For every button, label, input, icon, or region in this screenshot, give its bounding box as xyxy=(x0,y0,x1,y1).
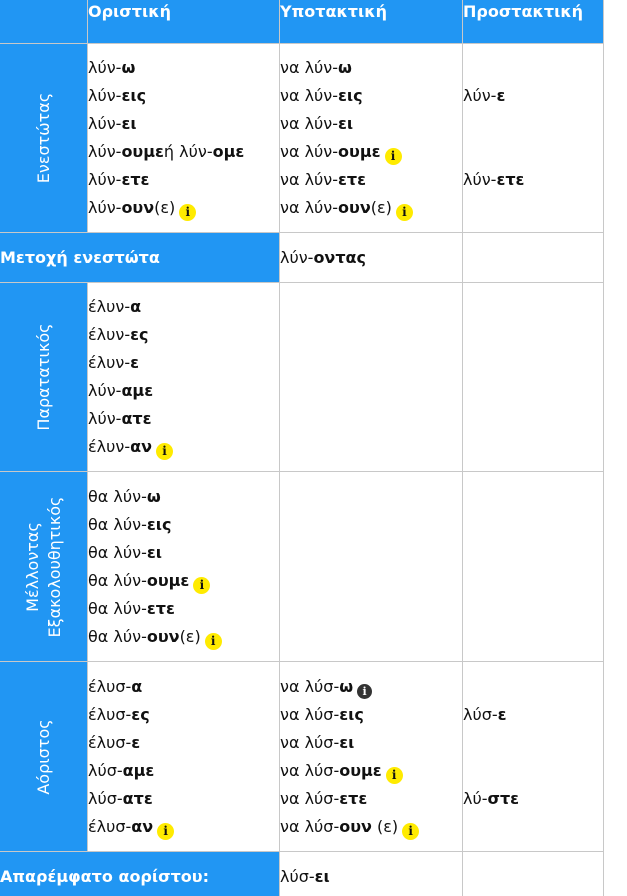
aorist-subjunctive-cell xyxy=(280,662,463,852)
form-line xyxy=(280,701,462,729)
form-line xyxy=(88,701,279,729)
form-line xyxy=(88,54,279,82)
future-indicative-cell xyxy=(88,472,280,662)
form-line xyxy=(88,511,279,539)
form-ending: αμε xyxy=(121,381,154,400)
form-stem: να λύν- xyxy=(280,86,339,105)
participle-cell: λύν-οντας xyxy=(280,233,463,283)
form-line xyxy=(88,623,279,651)
imperative-form: λύν-ε xyxy=(463,86,506,105)
form-line xyxy=(88,673,279,701)
info-icon[interactable]: i xyxy=(402,823,419,840)
aorist-indicative-cell xyxy=(88,662,280,852)
row-label-present: Ενεστώτας xyxy=(0,44,88,233)
form-ending: ε xyxy=(131,732,141,752)
info-icon[interactable]: i xyxy=(157,823,174,840)
form-stem: να λύν- xyxy=(280,58,339,77)
form-stem: έλυσ- xyxy=(88,732,132,752)
form-ending: αν xyxy=(130,437,152,456)
form-stem: θα λύν- xyxy=(88,570,147,590)
form-line xyxy=(88,293,279,321)
form-ending: εις xyxy=(121,86,147,105)
form-stem: θα λύν- xyxy=(88,486,147,506)
form-line xyxy=(88,138,279,166)
form-line xyxy=(88,483,279,511)
form-ending: ε xyxy=(130,353,139,372)
form-line xyxy=(88,539,279,567)
form-line xyxy=(280,138,462,166)
imperfect-indicative-cell xyxy=(88,283,280,472)
form-stem: να λύσ- xyxy=(280,760,340,780)
form-line xyxy=(280,673,462,701)
form-line xyxy=(280,82,462,110)
row-label-imperfect: Παρατατικός xyxy=(0,283,88,472)
form-ending: ατε xyxy=(121,409,152,428)
form-ending: εις xyxy=(146,514,172,534)
form-line xyxy=(280,813,462,841)
form-ending: ω xyxy=(339,676,354,696)
header-imperative: Προστακτική xyxy=(463,0,604,44)
form-stem: λύν- xyxy=(88,170,122,189)
header-subjunctive: Υποτακτική xyxy=(280,0,463,44)
form-line xyxy=(280,54,462,82)
form-line xyxy=(88,349,279,377)
form-stem: έλυν- xyxy=(88,325,131,344)
form-ending: ω xyxy=(146,486,161,506)
aorist-imperative-cell xyxy=(463,662,604,852)
form-stem: να λύν- xyxy=(280,114,339,133)
form-ending: ουν xyxy=(121,198,155,217)
form-line xyxy=(88,405,279,433)
form-ending: ουν xyxy=(338,198,371,217)
form-stem: να λύν- xyxy=(280,142,339,161)
form-stem: θα λύν- xyxy=(88,542,147,562)
participle-empty-cell xyxy=(463,233,604,283)
form-stem: λύν- xyxy=(88,58,122,77)
form-stem: να λύσ- xyxy=(280,704,340,724)
form-ending: αν xyxy=(131,816,154,836)
form-ending: ουν xyxy=(339,816,372,836)
form-line xyxy=(88,321,279,349)
info-icon[interactable]: i xyxy=(193,577,210,594)
form-stem: έλυσ- xyxy=(88,704,132,724)
form-stem: έλυσ- xyxy=(88,816,132,836)
form-stem: λύν- xyxy=(88,381,122,400)
form-stem: λύν- xyxy=(88,114,122,133)
form-ending: ω xyxy=(338,58,352,77)
form-stem: λύν- xyxy=(88,86,122,105)
form-ending: ετε xyxy=(146,598,175,618)
form-stem: θα λύν- xyxy=(88,598,147,618)
form-line xyxy=(88,194,279,222)
form-stem: έλυσ- xyxy=(88,676,132,696)
form-ending: ουμε xyxy=(121,142,164,161)
form-line xyxy=(88,813,279,841)
form-stem: να λύσ- xyxy=(280,676,340,696)
form-ending: ομε xyxy=(212,142,245,161)
form-line xyxy=(280,785,462,813)
form-suffix: (ε) xyxy=(370,198,392,217)
form-ending: εις xyxy=(339,704,364,724)
form-stem: να λύσ- xyxy=(280,816,340,836)
form-line xyxy=(88,433,279,461)
infinitive-empty-cell xyxy=(463,852,604,896)
info-icon[interactable]: i xyxy=(386,767,403,784)
form-line xyxy=(280,194,462,222)
infinitive-cell: λύσ-ει xyxy=(280,852,463,896)
form-ending: ετε xyxy=(121,170,150,189)
imperfect-imperative-empty xyxy=(463,283,604,472)
imperative-form: λύσ-ε xyxy=(463,704,507,724)
imperative-form: λύ-στε xyxy=(463,788,520,808)
form-ending: α xyxy=(131,676,143,696)
form-stem: λύσ- xyxy=(88,760,123,780)
row-label-participle: Μετοχή ενεστώτα xyxy=(0,233,280,283)
form-ending: αμε xyxy=(122,760,155,780)
form-stem: να λύν- xyxy=(280,198,339,217)
form-line xyxy=(88,82,279,110)
form-stem: λύσ- xyxy=(88,788,123,808)
form-line xyxy=(88,377,279,405)
form-line xyxy=(280,757,462,785)
form-ending: ω xyxy=(121,58,136,77)
form-ending: ει xyxy=(146,542,162,562)
form-ending: ετε xyxy=(338,170,367,189)
header-indicative: Οριστική xyxy=(88,0,280,44)
form-line xyxy=(88,757,279,785)
form-stem: έλυν- xyxy=(88,437,131,456)
form-stem: λύν- xyxy=(88,142,122,161)
form-ending: ει xyxy=(339,732,355,752)
form-line xyxy=(88,785,279,813)
form-stem: θα λύν- xyxy=(88,626,147,646)
form-stem: λύν- xyxy=(88,198,122,217)
form-ending: ει xyxy=(338,114,354,133)
corner-cell xyxy=(0,0,88,44)
info-icon[interactable]: i xyxy=(385,148,402,165)
imperfect-subjunctive-empty xyxy=(280,283,463,472)
form-ending: ουμε xyxy=(339,760,382,780)
form-line xyxy=(88,166,279,194)
info-icon[interactable]: i xyxy=(357,684,372,699)
form-line xyxy=(280,110,462,138)
form-suffix: (ε) xyxy=(154,198,176,217)
row-label-future: Μέλλοντας Εξακολουθητικός xyxy=(0,472,88,662)
present-imperative-cell xyxy=(463,44,604,233)
present-indicative-cell xyxy=(88,44,280,233)
form-stem: να λύσ- xyxy=(280,788,340,808)
form-line xyxy=(88,595,279,623)
info-icon[interactable]: i xyxy=(396,204,413,221)
info-icon[interactable]: i xyxy=(156,443,173,460)
form-stem: έλυν- xyxy=(88,353,131,372)
form-line xyxy=(88,567,279,595)
form-stem: ή λύν- xyxy=(163,142,213,161)
form-line xyxy=(88,110,279,138)
info-icon[interactable]: i xyxy=(179,204,196,221)
form-ending: ες xyxy=(131,704,150,724)
form-stem: λύν- xyxy=(88,409,122,428)
form-stem: έλυν- xyxy=(88,297,131,316)
form-ending: ει xyxy=(121,114,137,133)
form-stem: θα λύν- xyxy=(88,514,147,534)
form-suffix: (ε) xyxy=(371,816,399,836)
form-ending: ουμε xyxy=(338,142,381,161)
future-subjunctive-empty xyxy=(280,472,463,662)
form-stem: να λύν- xyxy=(280,170,339,189)
form-ending: ες xyxy=(130,325,149,344)
form-ending: εις xyxy=(338,86,363,105)
row-label-infinitive: Απαρέμφατο αορίστου: xyxy=(0,852,280,896)
future-imperative-empty xyxy=(463,472,604,662)
info-icon[interactable]: i xyxy=(205,633,222,650)
form-line xyxy=(88,729,279,757)
form-ending: ουν xyxy=(146,626,180,646)
form-ending: ατε xyxy=(122,788,153,808)
present-subjunctive-cell xyxy=(280,44,463,233)
imperative-form: λύν-ετε xyxy=(463,170,525,189)
form-ending: ουμε xyxy=(146,570,190,590)
form-line xyxy=(280,166,462,194)
form-suffix: (ε) xyxy=(179,626,201,646)
form-ending: α xyxy=(130,297,142,316)
form-ending: ετε xyxy=(339,788,368,808)
form-stem: να λύσ- xyxy=(280,732,340,752)
row-label-aorist: Αόριστος xyxy=(0,662,88,852)
form-line xyxy=(280,729,462,757)
